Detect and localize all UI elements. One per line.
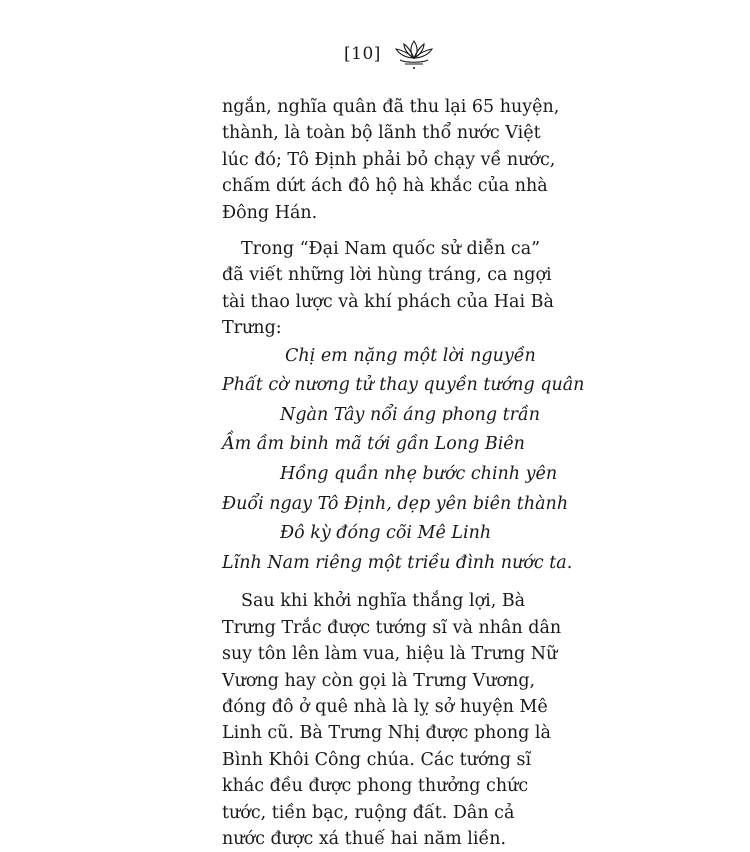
verse-line-4: Ầm ầm binh mã tới gần Long Biên bbox=[222, 434, 525, 455]
paragraph-3: Sau khi khởi nghĩa thắng lợi, Bà Trưng Trắc được tướng sĩ và nhân dân suy tôn lên làm vua, hiệu là Trưng Nữ Vương hay còn gọi là Trưng Vương, đóng đô ở quê nhà là lỵ sở huyện Mê Linh cũ. Bà Trưng Nhị được phong là Bình Khôi Công chúa. Các tướng sĩ khác đều được phong thưởng chức tước, tiền bạc, ruộng đất. Dân cả nước được xá thuế hai năm liền. bbox=[222, 591, 562, 850]
verse-line-6: Đuổi ngay Tô Định, dẹp yên biên thành bbox=[222, 493, 569, 514]
lotus-icon bbox=[392, 38, 436, 70]
verse-line-5: Hồng quần nhẹ bước chinh yên bbox=[280, 464, 558, 485]
verse-line-2: Phất cờ nương tử thay quyền tướng quân bbox=[222, 375, 585, 396]
paragraph-1: ngắn, nghĩa quân đã thu lại 65 huyện, thành, là toàn bộ lãnh thổ nước Việt lúc đó; Tô Định phải bỏ chạy về nước, chấm dứt ách đô hộ hà khắc của nhà Đông Hán. bbox=[222, 97, 560, 223]
verse-line-3: Ngàn Tây nổi áng phong trần bbox=[280, 404, 541, 425]
verse-line-1: Chị em nặng một lời nguyền bbox=[285, 345, 536, 366]
verse-line-8: Lĩnh Nam riêng một triều đình nước ta. bbox=[222, 552, 573, 573]
page-number: [10] bbox=[344, 44, 381, 64]
verse-block bbox=[222, 342, 585, 579]
verse-line-7: Đô kỳ đóng cõi Mê Linh bbox=[280, 523, 492, 544]
paragraph-2: Trong “Đại Nam quốc sử diễn ca” đã viết những lời hùng tráng, ca ngợi tài thao lược và khí phách của Hai Bà Trưng: bbox=[222, 239, 554, 339]
text-block bbox=[222, 94, 585, 852]
page-header bbox=[0, 38, 750, 74]
